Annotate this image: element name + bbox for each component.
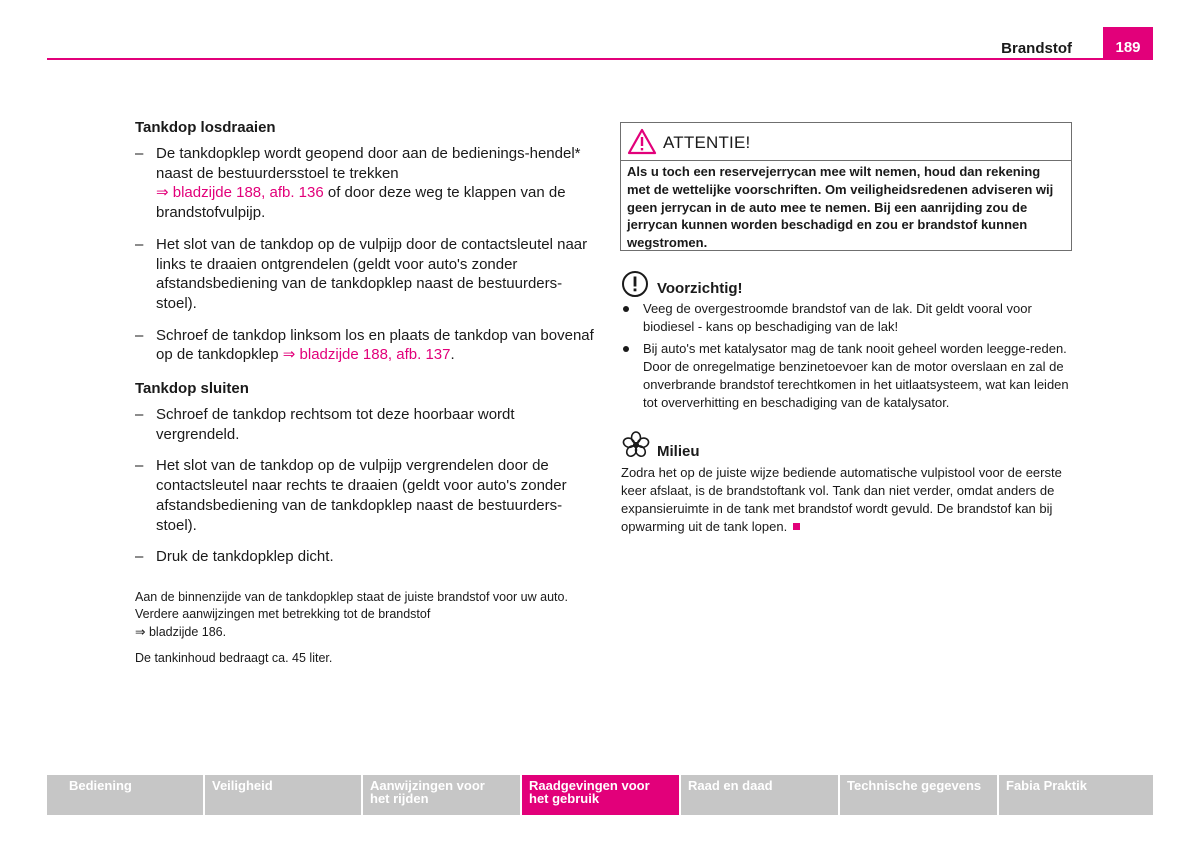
dash-bullet: – (135, 145, 144, 162)
nav-tab-label-line2: het rijden (370, 790, 429, 806)
warning-header (621, 123, 1071, 161)
environment-section (621, 430, 1073, 536)
step-text: De tankdopklep wordt geopend door aan de bedienings-hendel* naast de bestuurdersstoel te trekken (156, 145, 581, 182)
note-text: De tankinhoud bedraagt ca. 45 liter. (135, 651, 333, 666)
dash-bullet: – (135, 457, 144, 475)
nav-tab-raad-en-daad[interactable] (681, 775, 838, 815)
nav-tab-label: Bediening (69, 778, 132, 793)
dash-bullet: – (135, 235, 144, 253)
warning-title: ATTENTIE! (663, 133, 751, 152)
nav-tab-bediening[interactable] (47, 775, 203, 815)
nav-tab-label: Aanwijzingen voor (370, 778, 485, 793)
flower-icon (621, 430, 651, 460)
header-rule (47, 58, 1153, 60)
step-text: Schroef de tankdop linksom los en plaats de tankdop van bovenaf op de tankdopklep (156, 326, 594, 364)
bullet-dot (623, 346, 629, 352)
environment-title: Milieu (657, 443, 700, 460)
nav-tab-label: Raad en daad (688, 778, 773, 793)
step-text-tail: of door deze weg te klappen van de brandstofvulpijp. (156, 184, 566, 222)
step-text: Druk de tankdopklep dicht. (156, 548, 334, 566)
page-number-badge: 189 (1103, 27, 1153, 60)
end-of-section-marker (793, 523, 800, 530)
info-note (135, 589, 595, 642)
warning-box (620, 122, 1072, 251)
nav-tab-technische-gegevens[interactable] (840, 775, 997, 815)
step-item (135, 326, 595, 365)
nav-tab-label: Technische gegevens (847, 778, 982, 793)
caution-section (621, 270, 1073, 416)
arrow-icon: ⇒ (135, 624, 146, 639)
step-text: Het slot van de tankdop op de vulpijp door de contactsleutel naar links te draaien ontgrendelen (geldt voor auto's zonder afstandsbediening van de tankdopklep naast de bestuurders-stoel). (156, 235, 588, 312)
arrow-icon: ⇒ (282, 346, 296, 364)
warning-triangle-icon (627, 128, 657, 155)
note-text: Aan de binnenzijde van de tankdopklep staat de juiste brandstof voor uw auto. Verdere aanwijzingen met betrekking tot de brandstof (135, 589, 568, 622)
nav-tab-veiligheid[interactable] (205, 775, 361, 815)
nav-tab-fabia-praktik[interactable] (999, 775, 1153, 815)
nav-tab-label: Veiligheid (212, 778, 273, 793)
warning-text: Als u toch een reservejerrycan mee wilt nemen, houd dan rekening met de wettelijke voorschriften. Om veiligheidsredenen adviseren wij geen jerrycan in de auto mee te nemen. Bij een aanrijding zou de jerrycan kunnen worden beschadigd en zou er brandstof kunnen wegstromen. (627, 164, 1054, 251)
step-text: Het slot van de tankdop op de vulpijp vergrendelen door de contactsleutel naar rechts te draaien (geldt voor auto's zonder afstandsbediening van de tankdopklep naast de bestuurders-stoel). (156, 457, 567, 534)
left-column (135, 118, 595, 668)
environment-header (621, 430, 1073, 464)
bullet-text: Veeg de overgestroomde brandstof van de lak. Dit geldt vooral voor biodiesel - kans op beschadiging van de lak! (643, 301, 1032, 334)
cross-reference-link[interactable]: bladzijde 188, afb. 136 (172, 184, 324, 202)
info-note (135, 650, 595, 668)
caution-bullet (621, 340, 1073, 412)
nav-tab-label-line2: het gebruik (529, 790, 600, 806)
nav-tab-raadgevingen[interactable] (522, 775, 679, 815)
step-item (135, 235, 595, 314)
section-heading-open: Tankdop losdraaien (135, 119, 276, 136)
dash-bullet: – (135, 406, 144, 424)
chapter-navigation (47, 775, 1153, 815)
section-heading-close: Tankdop sluiten (135, 380, 249, 398)
environment-text (621, 464, 1073, 536)
dash-bullet: – (135, 326, 144, 344)
dash-bullet: – (135, 548, 144, 566)
step-item (135, 405, 595, 444)
note-reference[interactable]: bladzijde 186. (148, 624, 227, 639)
step-text-tail: . (450, 346, 455, 364)
step-text: Schroef de tankdop rechtsom tot deze hoorbaar wordt vergrendeld. (156, 406, 515, 443)
nav-tab-aanwijzingen[interactable] (363, 775, 520, 815)
caution-bullet (621, 300, 1073, 336)
arrow-icon: ⇒ (156, 184, 169, 202)
cross-reference-link[interactable]: bladzijde 188, afb. 137 (299, 346, 451, 364)
page-header-title: Brandstof (1001, 40, 1072, 57)
caution-header (621, 270, 1073, 300)
environment-body: Zodra het op de juiste wijze bediende automatische vulpistool voor de eerste keer afslaat, is de brandstoftank vol. Tank dan niet verder, omdat anders de expansieruimte in de tank met brandstof wordt gevuld. De brandstof kan bij opwarming uit de tank lopen. (621, 465, 1062, 534)
step-item (135, 547, 595, 567)
caution-title: Voorzichtig! (657, 280, 743, 297)
exclamation-circle-icon (621, 270, 649, 298)
nav-tab-label: Fabia Praktik (1006, 778, 1087, 793)
step-item (135, 456, 595, 535)
bullet-text: Bij auto's met katalysator mag de tank nooit geheel worden leegge-reden. Door de onregelmatige benzinetoevoer kan de motor overslaan en zal de onverbrande brandstof terechtkomen in het uitlaatsysteem, wat kan leiden tot oververhitting en beschadiging van de katalysator. (643, 341, 1069, 410)
nav-tab-label: Raadgevingen voor (529, 778, 650, 793)
bullet-dot (623, 306, 629, 312)
step-item (135, 144, 595, 223)
